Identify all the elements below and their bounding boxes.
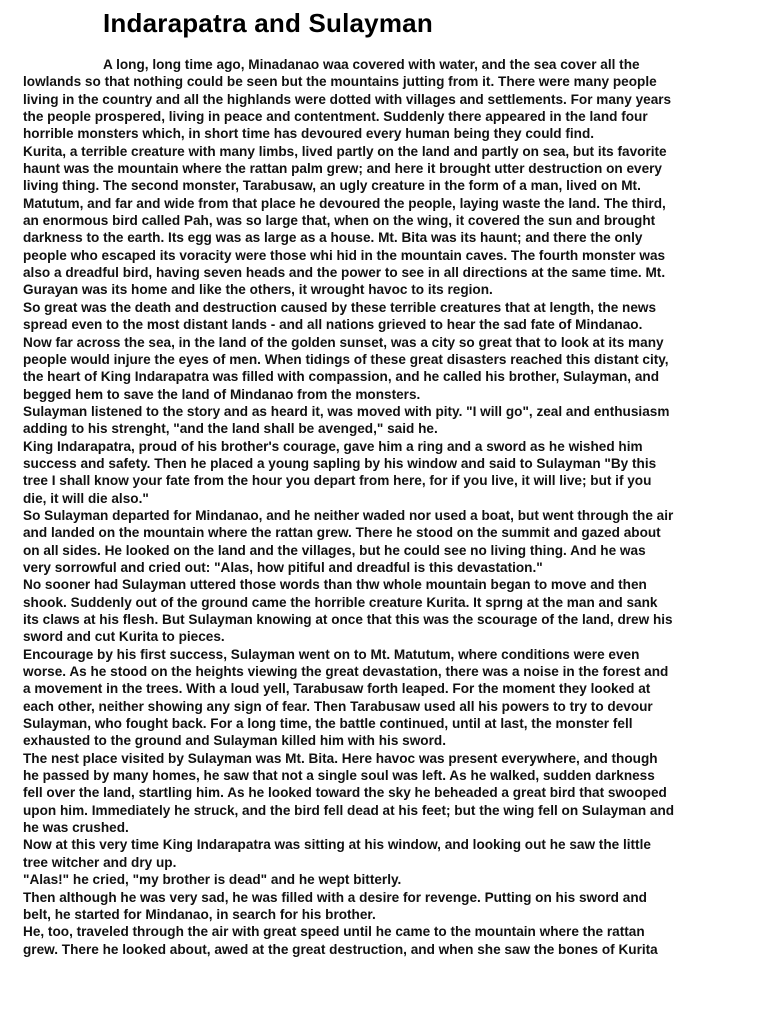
- text-line: its claws at his flesh. But Sulayman knowing at once that this was the scourage of the land, drew his: [23, 612, 673, 627]
- text-line: exhausted to the ground and Sulayman killed him with his sword.: [23, 733, 446, 749]
- text-line: he passed by many homes, he saw that not a single soul was left. As he walked, sudden darkness: [23, 768, 655, 784]
- text-line: he was crushed.: [23, 820, 129, 836]
- text-line: Gurayan was its home and like the others, it wrought havoc to its region.: [23, 282, 493, 298]
- text-line: the heart of King Indarapatra was filled with compassion, and he called his brother, Sulayman, and: [23, 369, 660, 385]
- text-line: the people prospered, living in peace and contentment. Suddenly there appeared in the land four: [23, 109, 648, 125]
- text-line: King Indarapatra, proud of his brother's courage, gave him a ring and a sword as he wished him: [23, 438, 643, 454]
- document-title: Indarapatra and Sulayman: [103, 8, 433, 38]
- text-line: Now at this very time King Indarapatra was sitting at his window, and looking out he saw the little: [23, 837, 651, 853]
- text-line: sword and cut Kurita to pieces.: [23, 629, 225, 645]
- text-line: tree I shall know your fate from the hour you depart from here, for if you live, it will live; but if you: [23, 473, 652, 489]
- text-line: living thing. The second monster, Tarabusaw, an ugly creature in the form of a man, lived on Mt.: [23, 178, 641, 194]
- text-line: Then although he was very sad, he was filled with a desire for revenge. Putting on his sword and: [23, 889, 647, 905]
- document-body: [23, 56, 749, 958]
- text-line: a movement in the trees. With a loud yell, Tarabusaw forth leaped. For the moment they looked at: [23, 681, 651, 697]
- text-line: A long, long time ago, Minadanao waa covered with water, and the sea cover all the: [103, 57, 640, 72]
- text-line: Sulayman, who fought back. For a long time, the battle continued, until at last, the monster fell: [23, 716, 633, 732]
- text-line: grew. There he looked about, awed at the great destruction, and when she saw the bones of Kurita: [23, 941, 658, 957]
- text-line: die, it will die also.": [23, 490, 149, 506]
- text-line: "Alas!" he cried, "my brother is dead" and he wept bitterly.: [23, 872, 402, 888]
- text-line: haunt was the mountain where the rattan palm grew; and here it brought utter destruction on every: [23, 161, 662, 177]
- text-line: shook. Suddenly out of the ground came the horrible creature Kurita. It sprng at the man and sank: [23, 594, 658, 610]
- text-line: very sorrowful and cried out: "Alas, how pitiful and dreadful is this devastation.": [23, 559, 543, 575]
- text-line: success and safety. Then he placed a young sapling by his window and said to Sulayman "By this: [23, 455, 657, 471]
- text-line: darkness to the earth. Its egg was as large as a house. Mt. Bita was its haunt; and there the only: [23, 230, 643, 246]
- text-line: adding to his strenght, "and the land shall be avenged," said he.: [23, 421, 438, 437]
- text-line: belt, he started for Mindanao, in search for his brother.: [23, 906, 376, 922]
- text-line: fell over the land, startling him. As he looked toward the sky he beheaded a great bird that swooped: [23, 785, 667, 801]
- text-line: The nest place visited by Sulayman was Mt. Bita. Here havoc was present everywhere, and though: [23, 750, 658, 766]
- text-line: He, too, traveled through the air with great speed until he came to the mountain where the rattan: [23, 924, 645, 940]
- text-line: Encourage by his first success, Sulayman went on to Mt. Matutum, where conditions were even: [23, 646, 640, 662]
- text-line: upon him. Immediately he struck, and the bird fell dead at his feet; but the wing fell on Sulayman and: [23, 802, 675, 818]
- text-line: Now far across the sea, in the land of the golden sunset, was a city so great that to look at its many: [23, 334, 664, 350]
- text-line: an enormous bird called Pah, was so large that, when on the wing, it covered the sun and brought: [23, 213, 656, 229]
- text-line: and landed on the mountain where the rattan grew. There he stood on the summit and gazed about: [23, 525, 661, 541]
- text-line: tree witcher and dry up.: [23, 854, 177, 870]
- text-line: also a dreadful bird, having seven heads and the power to see in all directions at the same time. Mt.: [23, 265, 666, 281]
- text-line: horrible monsters which, in short time has devoured every human being they could find.: [23, 126, 595, 142]
- text-line: people would injure the eyes of men. When tidings of these great disasters reached this distant city,: [23, 351, 669, 367]
- text-line: living in the country and all the highlands were dotted with villages and settlements. For many years: [23, 91, 672, 107]
- text-line: lowlands so that nothing could be seen but the mountains jutting from it. There were many people: [23, 74, 657, 90]
- text-line: Kurita, a terrible creature with many limbs, lived partly on the land and partly on sea, but its favorite: [23, 143, 667, 159]
- text-line: each other, neither showing any sign of fear. Then Tarabusaw used all his powers to try to devour: [23, 698, 653, 714]
- text-line: spread even to the most distant lands - and all nations grieved to hear the sad fate of Mindanao.: [23, 317, 643, 333]
- text-line: Matutum, and far and wide from that place he devoured the people, laying waste the land. The third,: [23, 195, 666, 211]
- text-line: So Sulayman departed for Mindanao, and he neither waded nor used a boat, but went through the air: [23, 507, 674, 523]
- text-line: people who escaped its voracity were those whi hid in the mountain caves. The fourth monster was: [23, 247, 666, 263]
- text-line: Sulayman listened to the story and as heard it, was moved with pity. "I will go", zeal and enthusiasm: [23, 403, 670, 419]
- text-line: on all sides. He looked on the land and the villages, but he could see no living thing. And he was: [23, 542, 646, 558]
- text-line: So great was the death and destruction caused by these terrible creatures that at length, the news: [23, 299, 657, 315]
- text-line: begged hem to save the land of Mindanao from the monsters.: [23, 386, 421, 402]
- text-line: No sooner had Sulayman uttered those words than thw whole mountain began to move and then: [23, 577, 647, 593]
- text-line: worse. As he stood on the heights viewing the great devastation, there was a noise in the forest and: [23, 664, 669, 680]
